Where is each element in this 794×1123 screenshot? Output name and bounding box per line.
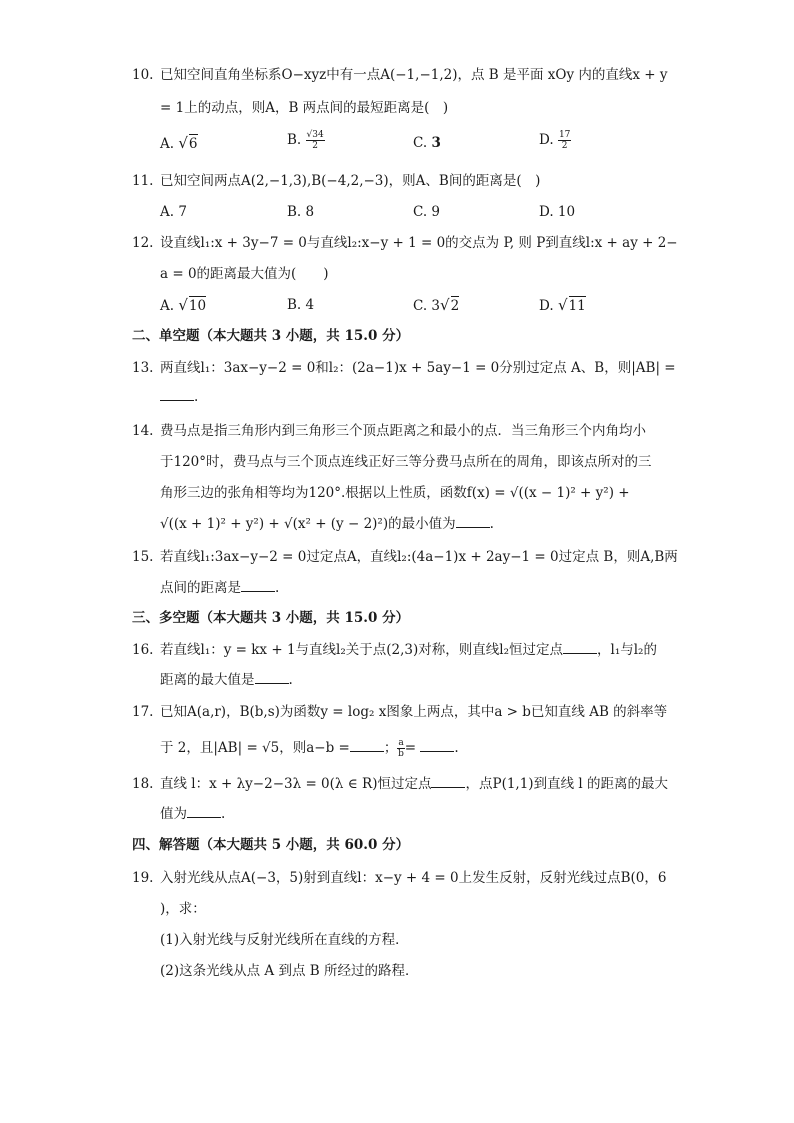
option-d: D. √11	[539, 296, 586, 314]
option-b: B. $\frac{√34}{2}$	[287, 130, 324, 151]
section-heading: 二、单空题（本大题共 3 小题，共 15.0 分）	[132, 328, 410, 344]
option-a: A. 7	[160, 204, 187, 220]
question-number: 15.	[132, 549, 154, 565]
option-d: D. 10	[539, 204, 576, 220]
question-number: 16.	[132, 642, 154, 658]
question-number: 18.	[132, 776, 154, 792]
question-text: 已知A(a,r)，B(b,s)为函数y = log₂ x图象上两点，其中a > b已知直线 AB 的斜率等	[160, 704, 668, 720]
question-number: 19.	[132, 870, 154, 886]
option-b: B. 8	[287, 204, 315, 220]
option-c: C. 3√2	[413, 296, 460, 314]
question-number: 12.	[132, 235, 154, 251]
exam-page: 10. 已知空间直角坐标系O−xyz中有一点A(−1,−1,2)，点 B 是平面 xOy 内的直线x + y = 1上的动点，则A，B 两点间的最短距离是( ) A. √6 B. $\frac{√34}{2}$ C. 3 D. $\frac{17}{2}$ 11. 已知空间两点A(2,−1,3),B(−4,2,−3)，则A、B间的距离是( ) A. 7 B. 8 C. 9 D. 10 12. 设直线l₁:x + 3y−7 = 0与直线l₂:x−y + 1 = 0的交点为 P, 则 P到直线l:x + ay + 2− a = 0的距离最大值为( ) A. √10 B. 4 C. 3√2 D. √11 二、单空题（本大题共 3 小题，共 15.0 分） 13. 两直线l₁：3ax−y−2 = 0和l₂：(2a−1)x + 5ay−1 = 0分别过定点 A、B，则|AB| = . 14. 费马点是指三角形内到三角形三个顶点距离之和最小的点．当三角形三个内角均小 于120°时，费马点与三个顶点连线正好三等分费马点所在的周角，即该点所对的三 角形三边的张角相等均为120°.根据以上性质，函数f(x) = √((x − 1)² + y²) + √((x + 1)² + y²) + √(x² + (y − 2)²)的最小值为 . 15. 若直线l₁:3ax−y−2 = 0过定点A，直线l₂:(4a−1)x + 2ay−1 = 0过定点 B，则A,B两 点间的距离是 . 三、多空题（本大题共 3 小题，共 15.0 分） 16. 若直线l₁：y = kx + 1与直线l₂关于点(2,3)对称，则直线l₂恒过定点 ，l₁与l₂的 距离的最大值是 . 17. 已知A(a,r)，B(b,s)为函数y = log₂ x图象上两点，其中a > b已知直线 AB 的斜率等 于 2，且|AB| = √5，则a−b = ； $\frac{a}{b}$ = . 18. 直线 l：x + λy−2−3λ = 0(λ ∈ R)恒过定点 ，点P(1,1)到直线 l 的距离的最大 值为 . 四、解答题（本大题共 5 小题，共 60.0 分） 19. 入射光线从点A(−3，5)射到直线l：x−y + 4 = 0上发生反射，反射光线过点B(0，6 )，求： (1)入射光线与反射光线所在直线的方程． (2)这条光线从点 A 到点 B 所经过的路程．	[132, 67, 678, 979]
question-number: 11.	[132, 173, 154, 189]
section-heading: 三、多空题（本大题共 3 小题，共 15.0 分）	[132, 610, 410, 626]
answer-blank[interactable]	[420, 739, 454, 752]
answer-blank[interactable]	[255, 671, 289, 684]
option-c: C. 9	[413, 204, 441, 220]
answer-blank[interactable]	[241, 579, 275, 592]
answer-blank[interactable]	[350, 739, 384, 752]
question-text: a = 0的距离最大值为( )	[160, 266, 329, 282]
question-number: 14.	[132, 423, 154, 439]
question-text: 入射光线从点A(−3，5)射到直线l：x−y + 4 = 0上发生反射，反射光线过点B(0，6	[160, 870, 667, 886]
question-text: 费马点是指三角形内到三角形三个顶点距离之和最小的点．当三角形三个内角均小	[160, 423, 646, 439]
question-text: 已知空间两点A(2,−1,3),B(−4,2,−3)，则A、B间的距离是( )	[160, 173, 541, 189]
answer-blank[interactable]	[456, 515, 490, 528]
question-text: 已知空间直角坐标系O−xyz中有一点A(−1,−1,2)，点 B 是平面 xOy 内的直线x + y	[160, 67, 668, 83]
question-number: 17.	[132, 704, 154, 720]
option-c: C. 3	[413, 135, 441, 151]
answer-blank[interactable]	[431, 775, 465, 788]
fraction: $\frac{a}{b}$	[398, 738, 404, 759]
answer-blank[interactable]	[563, 641, 597, 654]
question-number: 10.	[132, 67, 154, 83]
option-d: D. $\frac{17}{2}$	[539, 130, 571, 151]
option-a: A. √10	[160, 296, 207, 314]
fraction: $\frac{√34}{2}$	[306, 130, 324, 151]
question-text: 若直线l₁:3ax−y−2 = 0过定点A，直线l₂:(4a−1)x + 2ay−1 = 0过定点 B，则A,B两	[160, 549, 678, 565]
section-heading: 四、解答题（本大题共 5 小题，共 60.0 分）	[132, 837, 410, 853]
option-b: B. 4	[287, 297, 315, 313]
option-a: A. √6	[160, 134, 198, 152]
question-number: 13.	[132, 360, 154, 376]
question-text: 两直线l₁：3ax−y−2 = 0和l₂：(2a−1)x + 5ay−1 = 0分别过定点 A、B，则|AB| =	[160, 360, 676, 376]
answer-blank[interactable]	[187, 805, 221, 818]
question-text: 设直线l₁:x + 3y−7 = 0与直线l₂:x−y + 1 = 0的交点为 P, 则 P到直线l:x + ay + 2−	[160, 235, 678, 251]
fraction: $\frac{17}{2}$	[558, 130, 571, 151]
question-text: = 1上的动点，则A，B 两点间的最短距离是( )	[160, 100, 449, 116]
answer-blank[interactable]	[160, 388, 194, 401]
